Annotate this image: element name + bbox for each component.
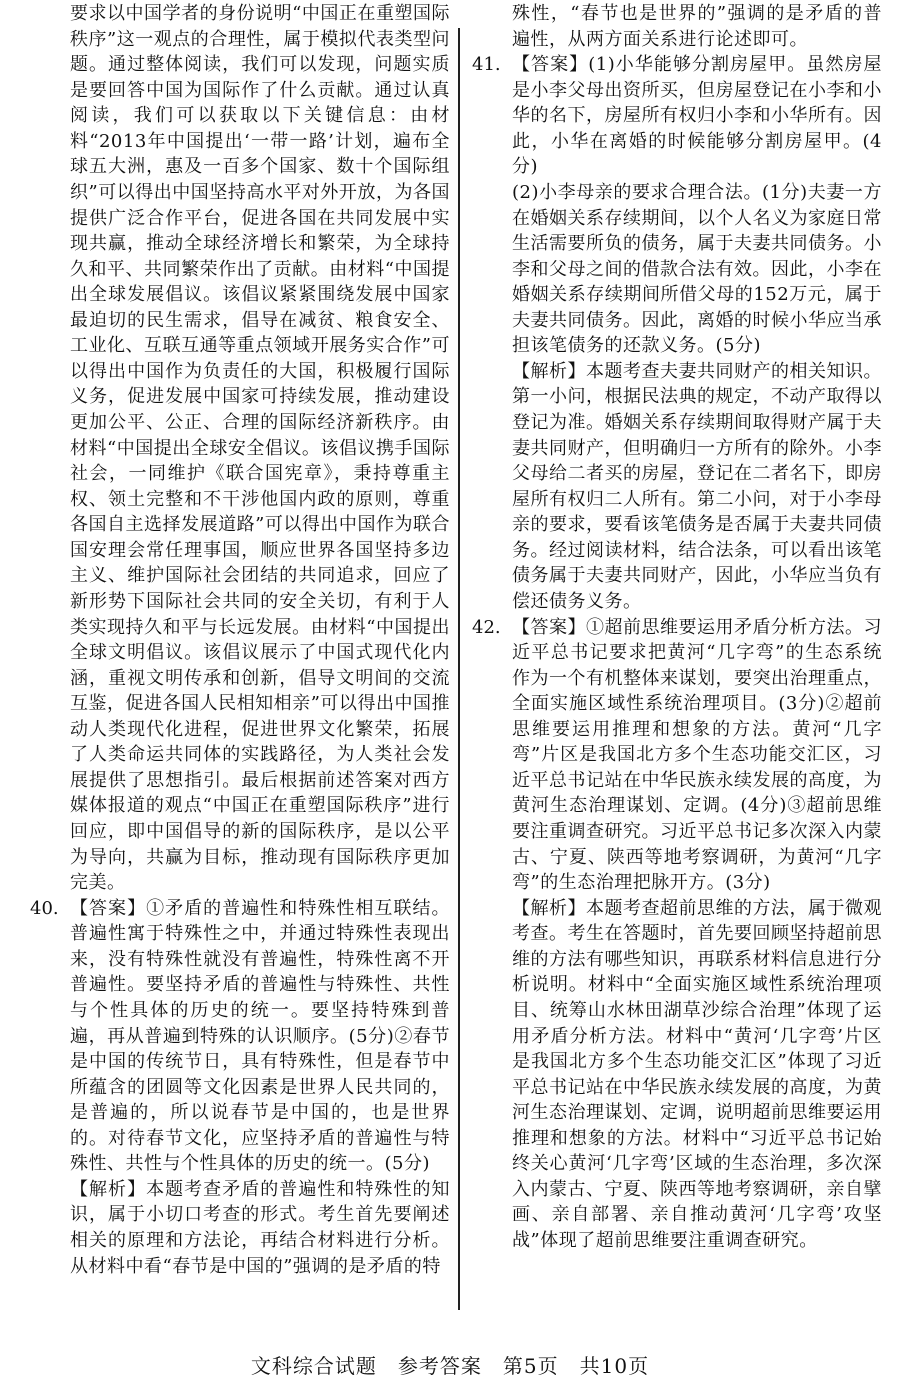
left-column: [30, 0, 450, 1279]
question-40: [30, 896, 450, 1279]
question-40-analysis: 【解析】本题考查矛盾的普遍性和特殊性的知识，属于小切口考查的形式。考生首先要阐述相关的原理和方法论，再结合材料进行分析。从材料中看“春节是中国的”强调的是矛盾的特: [70, 1178, 450, 1277]
question-40-number: 40.: [30, 897, 59, 919]
q39-answer-continuation: 要求以中国学者的身份说明“中国正在重塑国际秩序”这一观点的合理性，属于模拟代表类型问题。通过整体阅读，我们可以发现，问题实质是要回答中国为国际作了什么贡献。通过认真阅读，我们可以获取以下关键信息：由材料“2013年中国提出‘一带一路’计划，遍布全球五大洲，惠及一百多个国家、数十个国际组织”可以得出中国坚持高水平对外开放，为各国提供广泛合作平台，促进各国在共同发展中实现共赢，推动全球经济增长和繁荣，为全球持久和平、共同繁荣作出了贡献。由材料“中国提出全球发展倡议。该倡议紧紧围绕发展中国家最迫切的民生需求，倡导在减贫、粮食安全、工业化、互联互通等重点领域开展务实合作”可以得出中国作为负责任的大国，积极履行国际义务，促进发展中国家可持续发展，推动建设更加公平、公正、合理的国际经济新秩序。由材料“中国提出全球安全倡议。该倡议携手国际社会，一同维护《联合国宪章》，秉持尊重主权、领土完整和不干涉他国内政的原则，尊重各国自主选择发展道路”可以得出中国作为联合国安理会常任理事国，顺应世界各国坚持多边主义、维护国际社会团结的共同追求，回应了新形势下国际社会共同的安全关切，有利于人类实现持久和平与长远发展。由材料“中国提出全球文明倡议。该倡议展示了中国式现代化内涵，重视文明传承和创新，倡导文明间的交流互鉴，促进各国人民相知相亲”可以得出中国推动人类现代化进程，促进世界文化繁荣，拓展了人类命运共同体的实践路径，为人类社会发展提供了思想指引。最后根据前述答案对西方媒体报道的观点“中国正在重塑国际秩序”进行回应，即中国倡导的新的国际秩序，是以公平为导向，共赢为目标，推动现有国际秩序更加完美。: [70, 3, 450, 894]
question-42-number: 42.: [472, 616, 501, 638]
column-divider: [458, 28, 460, 1310]
question-41-number: 41.: [472, 54, 501, 76]
question-40-answer: 【答案】①矛盾的普遍性和特殊性相互联结。普遍性寓于特殊性之中，并通过特殊性表现出来，没有特殊性就没有普遍性，特殊性离不开普遍性。要坚持矛盾的普遍性与特殊性、共性与个性具体的历史的统一。要坚持特殊到普遍，再从普遍到特殊的认识顺序。(5分)②春节是中国的传统节日，具有特殊性，但是春节中所蕴含的团圆等文化因素是世界人民共同的，是普遍的，所以说春节是中国的，也是世界的。对待春节文化，应坚持矛盾的普遍性与特殊性、共性与个性具体的历史的统一。(5分): [70, 897, 450, 1175]
page-footer: 文科综合试题 参考答案 第5页 共10页: [250, 1354, 650, 1378]
right-column: [472, 0, 882, 1254]
question-42-analysis: 【解析】本题考查超前思维的方法，属于微观考查。考生在答题时，首先要回顾坚持超前思维的方法有哪些知识，再联系材料信息进行分析说明。材料中“全面实施区域性系统治理项目、统筹山水林田湖草沙综合治理”体现了运用矛盾分析方法。材料中“黄河‘几字弯’片区是我国北方多个生态功能交汇区”体现了习近平总书记站在中华民族永续发展的高度，为黄河生态治理谋划、定调，说明超前思维要运用推理和想象的方法。材料中“习近平总书记始终关心黄河‘几字弯’区域的生态治理，多次深入内蒙古、宁夏、陕西等地考察调研，亲自擘画、亲自部署、亲自推动黄河‘几字弯’攻坚战”体现了超前思维要注重调查研究。: [512, 897, 882, 1251]
q40-analysis-continuation: 殊性，“春节也是世界的”强调的是矛盾的普遍性，从两方面关系进行论述即可。: [512, 3, 882, 50]
question-42: [472, 615, 882, 1254]
question-41-answer-part2: (2)小李母亲的要求合理合法。(1分)夫妻一方在婚姻关系存续期间，以个人名义为家庭日常生活需要所负的债务，属于夫妻共同债务。小李和父母之间的借款合法有效。因此，小李在婚姻关系存续期间所借父母的152万元，属于夫妻共同债务。因此，离婚的时候小华应当承担该笔债务的还款义务。(5分): [512, 181, 882, 357]
question-41: [472, 52, 882, 614]
question-41-answer-part1: 【答案】(1)小华能够分割房屋甲。虽然房屋是小李父母出资所买，但房屋登记在小李和小华的名下，房屋所有权归小李和小华所有。因此，小华在离婚的时候能够分割房屋甲。(4分): [512, 54, 882, 178]
question-41-analysis: 【解析】本题考查夫妻共同财产的相关知识。第一小问，根据民法典的规定，不动产取得以登记为准。婚姻关系存续期间取得财产属于夫妻共同财产，但明确归一方所有的除外。小李父母给二者买的房屋，登记在二者名下，即房屋所有权归二人所有。第二小问，对于小李母亲的要求，要看该笔债务是否属于夫妻共同债务。经过阅读材料，结合法条，可以看出该笔债务属于夫妻共同财产，因此，小华应当负有偿还债务义务。: [512, 360, 882, 612]
question-42-answer: 【答案】①超前思维要运用矛盾分析方法。习近平总书记要求把黄河“几字弯”的生态系统作为一个有机整体来谋划，要突出治理重点，全面实施区域性系统治理项目。(3分)②超前思维要运用推理和想象的方法。黄河“几字弯”片区是我国北方多个生态功能交汇区，习近平总书记站在中华民族永续发展的高度，为黄河生态治理谋划、定调。(4分)③超前思维要注重调查研究。习近平总书记多次深入内蒙古、宁夏、陕西等地考察调研，为黄河“几字弯”的生态治理把脉开方。(3分): [512, 616, 882, 894]
